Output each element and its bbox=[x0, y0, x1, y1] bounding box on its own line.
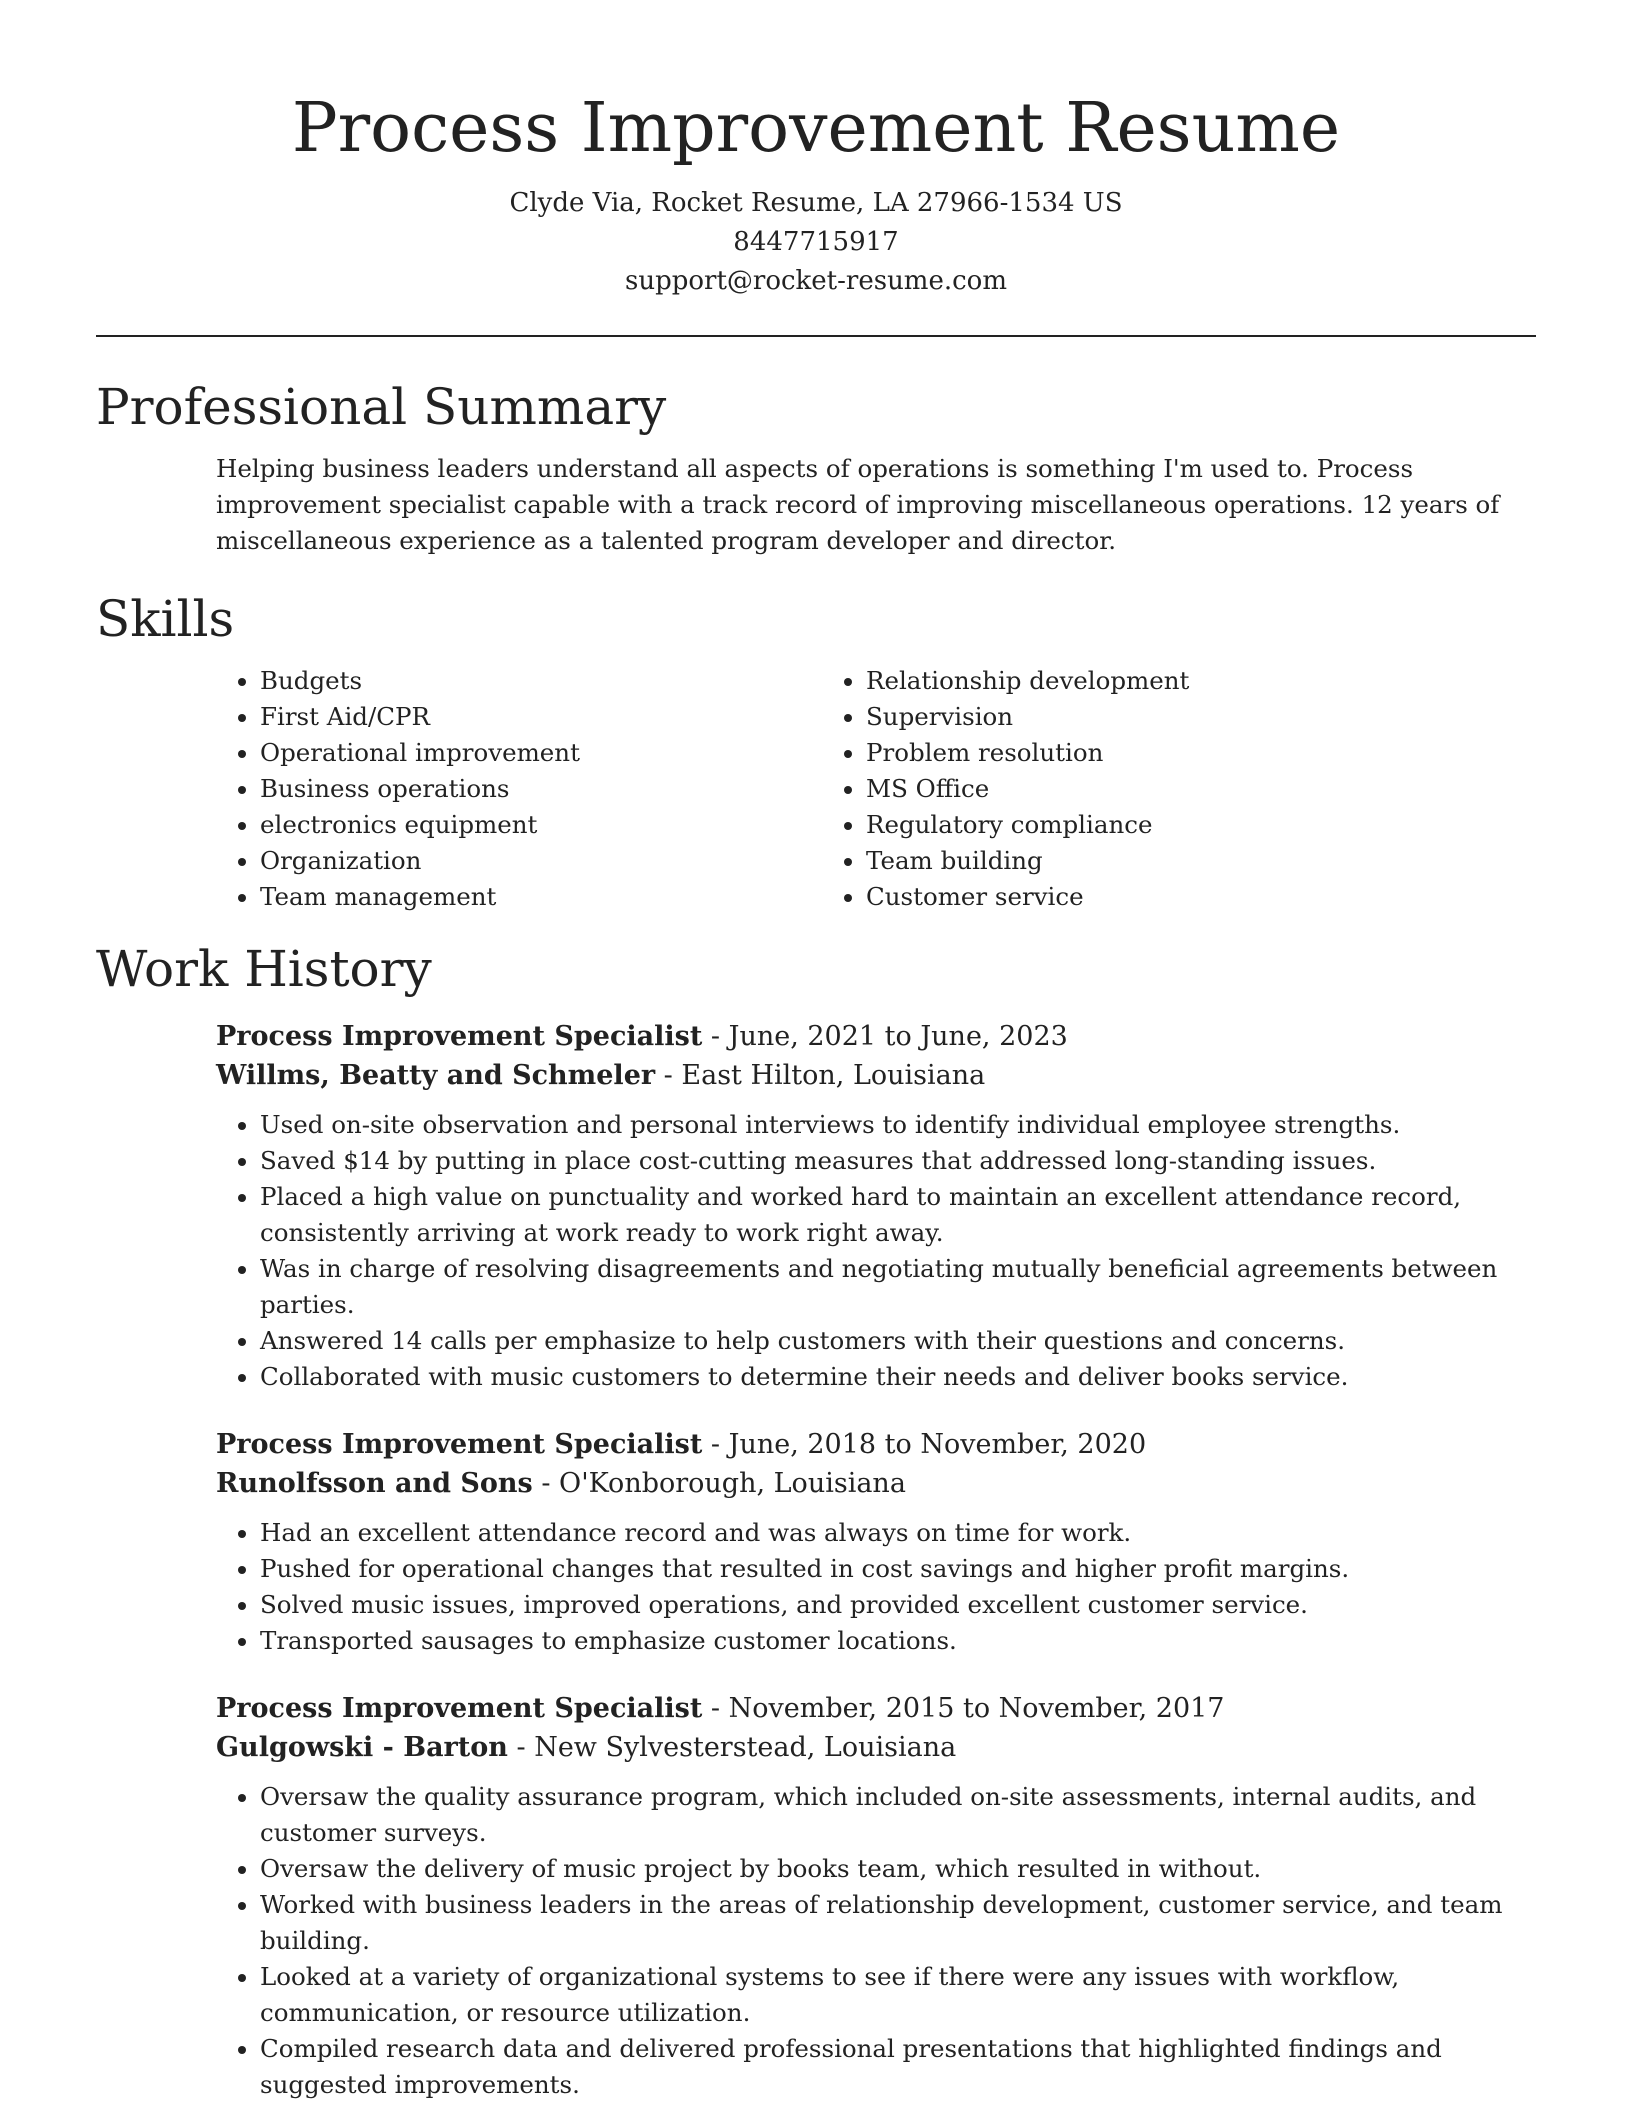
job-bullet: • Compiled research data and delivered professional presentations that highlighted findings and suggested improvements. bbox=[260, 2031, 1536, 2103]
skill-item: • First Aid/CPR bbox=[260, 699, 822, 735]
skill-item: • Problem resolution bbox=[866, 735, 1428, 771]
header-divider bbox=[96, 335, 1536, 337]
skill-item: • Team management bbox=[260, 879, 822, 915]
work-section bbox=[96, 939, 1536, 2103]
skills-list-right bbox=[822, 663, 1428, 915]
job-company: Willms, Beatty and Schmeler bbox=[216, 1060, 656, 1091]
job-company: Runolfsson and Sons bbox=[216, 1468, 533, 1499]
skills-title: Skills bbox=[96, 590, 235, 648]
skills-columns bbox=[216, 663, 1536, 915]
job-bullet: • Saved $14 by putting in place cost-cutting measures that addressed long-standing issues. bbox=[260, 1143, 1536, 1179]
job-dates: - June, 2018 to November, 2020 bbox=[702, 1429, 1147, 1460]
contact-address: Clyde Via, Rocket Resume, LA 27966-1534 US bbox=[509, 188, 1123, 218]
work-title: Work History bbox=[96, 940, 432, 998]
job-role-line bbox=[216, 1425, 1536, 1464]
job-bullet: • Transported sausages to emphasize customer locations. bbox=[260, 1623, 1536, 1659]
skill-item: • Team building bbox=[866, 843, 1428, 879]
job-role-line bbox=[216, 1689, 1536, 1728]
job-role: Process Improvement Specialist bbox=[216, 1429, 703, 1460]
job-bullet: • Answered 14 calls per emphasize to help customers with their questions and concerns. bbox=[260, 1323, 1536, 1359]
job-location: - O'Konborough, Louisiana bbox=[532, 1468, 906, 1499]
job-bullet: • Pushed for operational changes that resulted in cost savings and higher profit margins. bbox=[260, 1551, 1536, 1587]
skill-item: • Budgets bbox=[260, 663, 822, 699]
contact-email: support@rocket-resume.com bbox=[624, 266, 1007, 296]
job-entry bbox=[216, 1425, 1536, 1659]
job-bullet: • Had an excellent attendance record and was always on time for work. bbox=[260, 1515, 1536, 1551]
skill-item: • Operational improvement bbox=[260, 735, 822, 771]
job-bullets bbox=[216, 1515, 1536, 1659]
job-entry bbox=[216, 1689, 1536, 2103]
job-bullet: • Worked with business leaders in the areas of relationship development, customer service, and team building. bbox=[260, 1887, 1536, 1959]
job-dates: - November, 2015 to November, 2017 bbox=[702, 1693, 1225, 1724]
contact-info bbox=[0, 184, 1632, 301]
skill-item: • Supervision bbox=[866, 699, 1428, 735]
job-entry bbox=[216, 1017, 1536, 1395]
summary-title: Professional Summary bbox=[96, 378, 667, 436]
job-bullet: • Collaborated with music customers to determine their needs and deliver books service. bbox=[260, 1359, 1536, 1395]
job-company-line bbox=[216, 1464, 1536, 1503]
resume-header bbox=[0, 0, 1632, 301]
skill-item: • Regulatory compliance bbox=[866, 807, 1428, 843]
job-company: Gulgowski - Barton bbox=[216, 1732, 508, 1763]
skill-item: • MS Office bbox=[866, 771, 1428, 807]
job-bullet: • Placed a high value on punctuality and worked hard to maintain an excellent attendance record, consistently arriving at work ready to work right away. bbox=[260, 1179, 1536, 1251]
job-company-line bbox=[216, 1056, 1536, 1095]
summary-section bbox=[96, 377, 1536, 559]
skills-list-left bbox=[216, 663, 822, 915]
job-bullet: • Oversaw the delivery of music project by books team, which resulted in without. bbox=[260, 1851, 1536, 1887]
skills-section bbox=[96, 589, 1536, 915]
job-bullet: • Looked at a variety of organizational systems to see if there were any issues with workflow, communication, or resource utilization. bbox=[260, 1959, 1536, 2031]
job-company-line bbox=[216, 1728, 1536, 1767]
job-bullets bbox=[216, 1779, 1536, 2103]
job-role: Process Improvement Specialist bbox=[216, 1021, 703, 1052]
contact-phone: 8447715917 bbox=[733, 227, 899, 257]
job-location: - New Sylvesterstead, Louisiana bbox=[507, 1732, 957, 1763]
job-role: Process Improvement Specialist bbox=[216, 1693, 703, 1724]
job-bullet: • Oversaw the quality assurance program, which included on-site assessments, internal audits, and customer surveys. bbox=[260, 1779, 1536, 1851]
skill-item: • Business operations bbox=[260, 771, 822, 807]
summary-text: Helping business leaders understand all aspects of operations is something I'm used to. Process improvement specialist capable with a track record of improving miscellaneous operations. 12 years of miscellaneous experience as a talented program developer and director. bbox=[216, 454, 1500, 555]
skill-item: • Organization bbox=[260, 843, 822, 879]
job-dates: - June, 2021 to June, 2023 bbox=[702, 1021, 1068, 1052]
skill-item: • Relationship development bbox=[866, 663, 1428, 699]
skill-item: • electronics equipment bbox=[260, 807, 822, 843]
job-bullet: • Was in charge of resolving disagreements and negotiating mutually beneficial agreements between parties. bbox=[260, 1251, 1536, 1323]
resume-title: Process Improvement Resume bbox=[291, 89, 1341, 168]
job-bullet: • Solved music issues, improved operations, and provided excellent customer service. bbox=[260, 1587, 1536, 1623]
job-bullets bbox=[216, 1107, 1536, 1395]
skill-item: • Customer service bbox=[866, 879, 1428, 915]
job-role-line bbox=[216, 1017, 1536, 1056]
job-location: - East Hilton, Louisiana bbox=[655, 1060, 986, 1091]
job-bullet: • Used on-site observation and personal interviews to identify individual employee strengths. bbox=[260, 1107, 1536, 1143]
